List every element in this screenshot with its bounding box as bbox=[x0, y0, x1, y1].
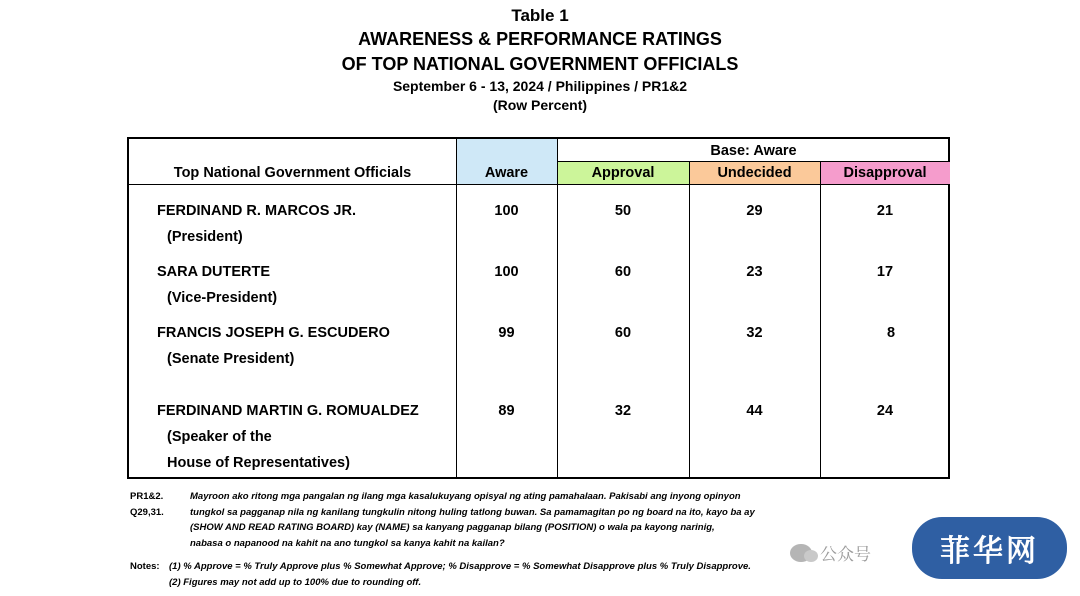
official-position: (Senate President) bbox=[167, 351, 295, 367]
divider bbox=[456, 139, 457, 477]
wechat-icon bbox=[790, 544, 812, 562]
note-1: (1) % Approve = % Truly Approve plus % Somewhat Approve; % Disapprove = % Somewhat Disapprove plus % Truly Disapprove. bbox=[169, 561, 751, 572]
undecided-value: 44 bbox=[746, 403, 763, 419]
official-position-line2: House of Representatives) bbox=[167, 455, 350, 471]
official-name: SARA DUTERTE bbox=[157, 264, 271, 280]
officials-column-header: Top National Government Officials bbox=[173, 165, 412, 181]
notes-label: Notes: bbox=[130, 561, 160, 572]
table-number: Table 1 bbox=[511, 6, 569, 25]
footnote-question bbox=[190, 489, 755, 551]
official-name: FERDINAND MARTIN G. ROMUALDEZ bbox=[157, 403, 419, 419]
footnote-line: nabasa o napanood na kahit na ano tungkol sa kanya kahit na kailan? bbox=[190, 537, 505, 549]
approval-value: 32 bbox=[614, 403, 632, 419]
table-title-line1: AWARENESS & PERFORMANCE RATINGS bbox=[358, 29, 722, 49]
table-title-line2: OF TOP NATIONAL GOVERNMENT OFFICIALS bbox=[341, 54, 739, 74]
approval-value: 50 bbox=[614, 203, 632, 219]
footnote-line: (SHOW AND READ RATING BOARD) kay (NAME) sa kanyang pagganap bilang (POSITION) o wala pa kayong narinig, bbox=[190, 522, 715, 533]
aware-value: 100 bbox=[494, 203, 519, 219]
undecided-value: 23 bbox=[746, 264, 763, 280]
official-position: (Vice-President) bbox=[167, 290, 278, 306]
ratings-table bbox=[127, 137, 950, 479]
footnote-line: tungkol sa pagganap nila ng kanilang tungkulin nitong huling tatlong buwan. Sa pamamagitan po ng board na ito, kayo ba ay bbox=[190, 506, 755, 518]
disapproval-value: 21 bbox=[876, 203, 894, 219]
disapproval-value: 8 bbox=[886, 325, 896, 341]
aware-value: 89 bbox=[498, 403, 515, 419]
aware-column-header: Aware bbox=[484, 165, 529, 181]
undecided-value: 32 bbox=[746, 325, 763, 341]
base-aware-header: Base: Aware bbox=[710, 142, 797, 159]
footnote-label-pr: PR1&2. bbox=[130, 491, 164, 502]
wechat-watermark bbox=[790, 540, 871, 565]
official-name: FERDINAND R. MARCOS JR. bbox=[157, 203, 356, 219]
official-name: FRANCIS JOSEPH G. ESCUDERO bbox=[157, 325, 390, 341]
footnote-line: Mayroon ako ritong mga pangalan ng ilang mga kasalukuyang opisyal ng ating pamahalaan. Pakisabi ang inyong opinyon bbox=[190, 491, 741, 502]
aware-value: 99 bbox=[498, 325, 515, 341]
undecided-column-header: Undecided bbox=[717, 165, 792, 181]
approval-value: 60 bbox=[614, 264, 632, 280]
divider bbox=[557, 139, 558, 477]
divider bbox=[129, 184, 950, 185]
undecided-value: 29 bbox=[746, 203, 763, 219]
note-2: (2) Figures may not add up to 100% due to rounding off. bbox=[169, 576, 422, 588]
logo-text: 菲华网 bbox=[940, 534, 1039, 569]
disapproval-value: 17 bbox=[876, 264, 894, 280]
aware-value: 100 bbox=[494, 264, 519, 280]
disapproval-value: 24 bbox=[876, 403, 894, 419]
approval-column-header: Approval bbox=[591, 165, 655, 181]
approval-value: 60 bbox=[614, 325, 632, 341]
watermark-text: 公众号 bbox=[820, 545, 871, 564]
divider bbox=[557, 161, 950, 162]
table-subtitle: September 6 - 13, 2024 / Philippines / PR1&2 bbox=[392, 78, 688, 94]
notes-block bbox=[169, 559, 751, 590]
official-position: (President) bbox=[167, 229, 243, 245]
site-logo bbox=[912, 517, 1067, 579]
official-position: (Speaker of the bbox=[167, 429, 272, 445]
footnote-label-q: Q29,31. bbox=[130, 507, 164, 518]
title-block bbox=[0, 5, 1080, 115]
table-unit: (Row Percent) bbox=[492, 97, 588, 113]
disapproval-column-header: Disapproval bbox=[843, 165, 927, 181]
